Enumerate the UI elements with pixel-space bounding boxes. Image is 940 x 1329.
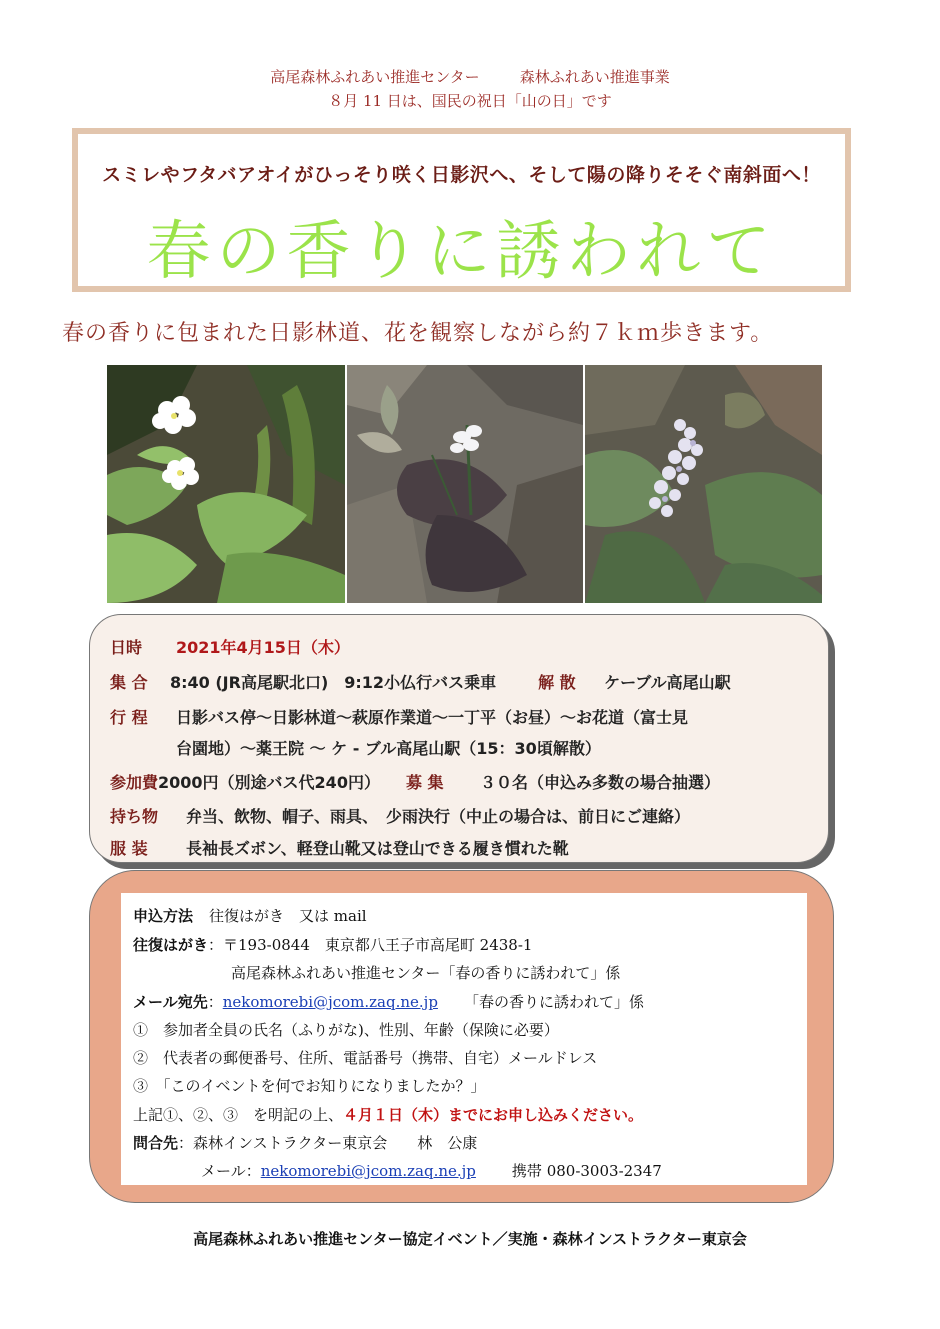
contact-phone: 携帯 080-3003-2347 — [511, 1162, 662, 1180]
application-content — [121, 893, 807, 1185]
postcard-value: ：〒193-0844 東京都八王子市高尾町 2438-1 — [208, 936, 533, 954]
date-label: 日時 — [110, 638, 143, 657]
note-prefix: 上記①、②、③ を明記の上、 — [133, 1106, 344, 1124]
meet-value: 8:40 (JR高尾駅北口) 9:12小仏行バス乗車 — [170, 673, 497, 692]
contact-value: ：森林インストラクター東京会 林 公康 — [178, 1134, 478, 1152]
photo-violet — [347, 365, 583, 603]
route-value-2: 台園地）～薬王院 ～ ケ - ブル高尾山駅（15：30頃解散） — [176, 739, 601, 758]
header-program: 森林ふれあい推進事業 — [519, 68, 670, 86]
method-row — [133, 905, 367, 926]
header-line-1 — [0, 66, 940, 87]
detail-meet-row — [110, 670, 731, 693]
dismiss-label: 解 散 — [538, 673, 576, 692]
detail-dress-row — [110, 836, 569, 859]
footer-note: 高尾森林ふれあい推進センター協定イベント／実施・森林インストラクター東京会 — [193, 1230, 747, 1248]
items-value: 弁当、飲物、帽子、雨具、 少雨決行（中止の場合は、前日にご連絡） — [186, 807, 691, 826]
detail-fee-row — [110, 770, 720, 793]
date-value: 2021年4月15日（木） — [176, 638, 350, 657]
postcard-row — [133, 934, 532, 955]
header-org: 高尾森林ふれあい推進センター — [270, 68, 480, 86]
mail-label: メール宛先 — [133, 993, 208, 1011]
dismiss-value: ケーブル高尾山駅 — [604, 673, 731, 692]
postcard-label: 往復はがき — [133, 936, 209, 954]
mail-colon: ： — [207, 993, 223, 1011]
required-item-1: ① 参加者全員の氏名（ふりがな)、性別、年齢（保険に必要） — [133, 1021, 559, 1039]
detail-route-row — [110, 705, 688, 728]
route-value-1: 日影バス停～日影林道～萩原作業道～一丁平（お昼）～お花道（富士見 — [176, 708, 689, 727]
required-item-2: ② 代表者の郵便番号、住所、電話番号（携帯、自宅）メールドレス — [133, 1049, 598, 1067]
mail-suffix: 「春の香りに誘われて」係 — [463, 993, 644, 1011]
event-details-box — [89, 614, 829, 863]
photo-anemone — [107, 365, 345, 603]
contact-row — [133, 1132, 477, 1153]
detail-date-row — [110, 635, 350, 658]
event-title: 春の香りに誘われて — [146, 215, 777, 289]
deadline-row — [133, 1104, 643, 1125]
contact-mail-prefix: メール： — [201, 1162, 261, 1180]
contact-label: 問合先 — [133, 1134, 179, 1152]
capacity-value: ３０名（申込み多数の場合抽選） — [479, 773, 720, 792]
fee-value: 2000円（別途バス代240円） — [158, 773, 380, 792]
method-value: 往復はがき 又は mail — [209, 907, 367, 925]
title-box — [72, 128, 851, 292]
postcard-value-2: 高尾森林ふれあい推進センター「春の香りに誘われて」係 — [231, 964, 621, 982]
required-item-3: ③ 「このイベントを何でお知りになりましたか？」 — [133, 1077, 486, 1095]
dress-value: 長袖長ズボン、軽登山靴又は登山できる履き慣れた靴 — [186, 839, 569, 858]
deadline-text: ４月１日（木）までにお申し込みください。 — [343, 1106, 644, 1124]
mail-row — [133, 991, 644, 1012]
contact-mail-link[interactable]: nekomorebi@jcom.zaq.ne.jp — [260, 1162, 476, 1180]
mail-address-link[interactable]: nekomorebi@jcom.zaq.ne.jp — [222, 993, 438, 1011]
event-subtitle: スミレやフタバアオイがひっそり咲く日影沢へ、そして陽の降りそそぐ南斜面へ！ — [102, 164, 821, 186]
photo-ajuga — [585, 365, 822, 603]
header-holiday-note: ８月 11 日は、国民の祝日「山の日」です — [328, 92, 612, 110]
contact-mail-row — [201, 1160, 662, 1181]
detail-items-row — [110, 804, 690, 827]
capacity-label: 募 集 — [405, 773, 444, 792]
dress-label: 服 装 — [110, 839, 148, 858]
meet-label: 集 合 — [110, 673, 148, 692]
route-label: 行 程 — [110, 708, 148, 727]
fee-label: 参加費 — [110, 773, 159, 792]
event-lead: 春の香りに包まれた日影林道、花を観察しながら約７ｋｍ歩きます。 — [62, 321, 774, 346]
items-label: 持ち物 — [110, 807, 159, 826]
method-label: 申込方法 — [133, 907, 194, 925]
